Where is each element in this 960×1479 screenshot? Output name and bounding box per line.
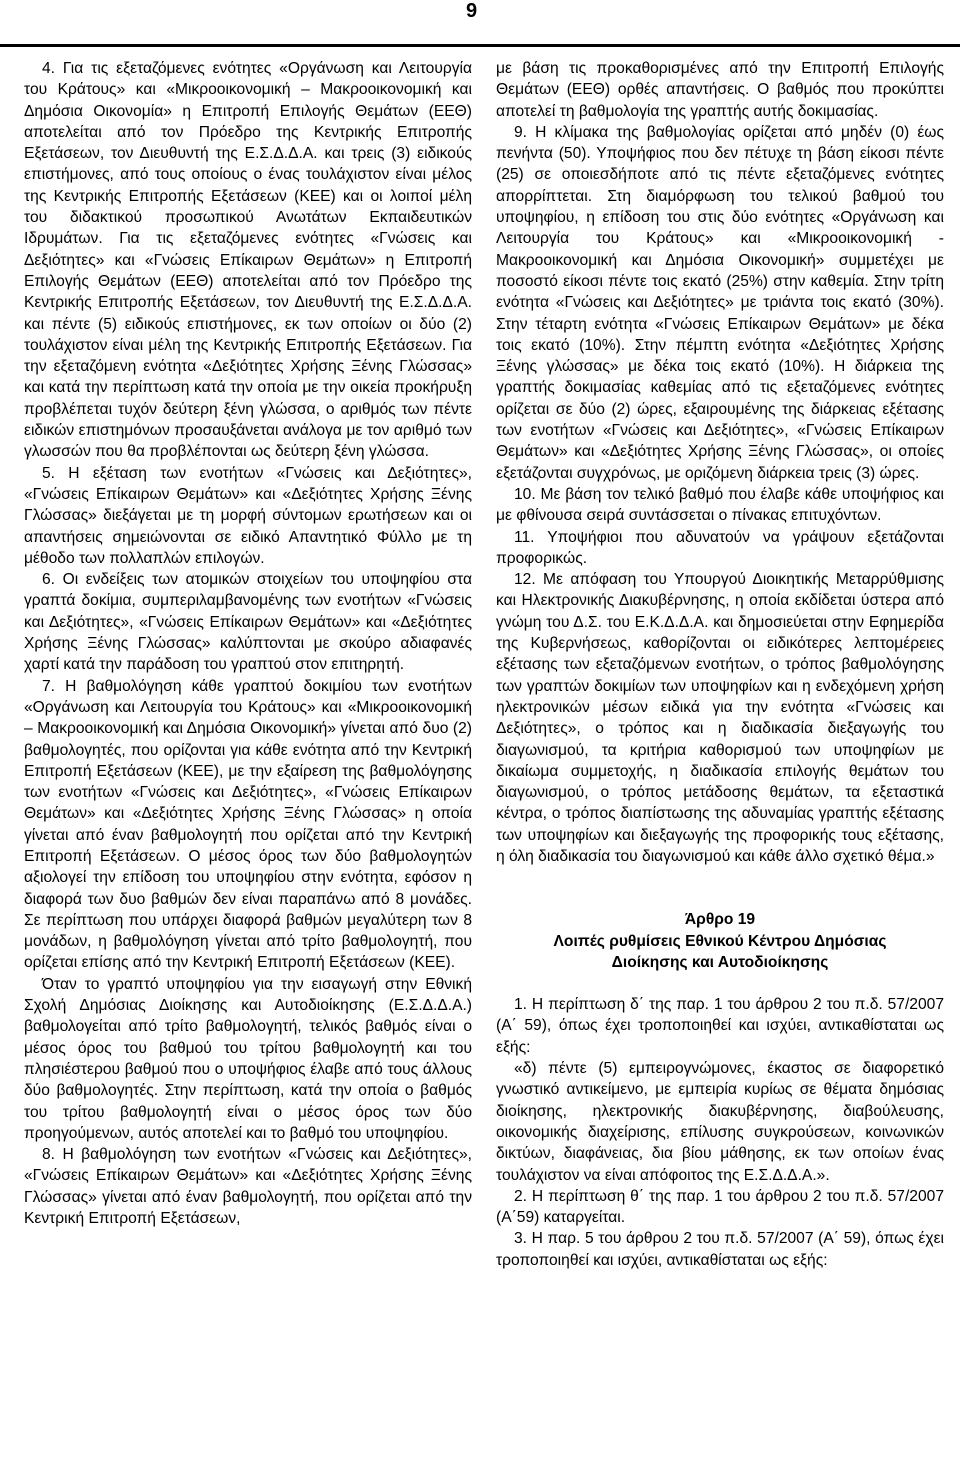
paragraph: 12. Με απόφαση του Υπουργού Διοικητικής Μεταρρύθμισης και Ηλεκτρονικής Διακυβέρνησης, η οποία εκδίδεται ύστερα από γνώμη του Δ.Σ. του Ε.Κ.Δ.Δ.Α. και δημοσιεύεται στην Εφημερίδα της Κυβερνήσεως, καθορίζονται οι ειδικότερες λεπτομέρειες εξέτασης των εξεταζόμενων ενοτήτων, ο τρόπος βαθμολόγησης των γραπτών δοκιμίων των υποψηφίων και η ενδεχόμενη χρήση ηλεκτρονικών μέσων ειδικά για την ενότητα «Γνώσεις και Δεξιότητες», ο τρόπος και η διαδικασία διεξαγωγής του διαγωνισμού, τα κριτήρια καθορισμού των υποψηφίων με δικαίωμα συμμετοχής, η διαδικασία επιλογής θεμάτων του διαγωνισμού, ο τρόπος μετάδοσης θεμάτων, τα εξεταστικά κέντρα, ο τρόπος διαπίστωσης της αδυναμίας γραπτής εξέτασης των υποψηφίων και διεξαγωγής της προφορικής τους εξέτασης, η όλη διαδικασία του διαγωνισμού και κάθε άλλο σχετικό θέμα.» [496, 571, 944, 865]
article-subtitle: Λοιπές ρυθμίσεις Εθνικού Κέντρου Δημόσιας [553, 932, 887, 950]
paragraph: 8. Η βαθμολόγηση των ενοτήτων «Γνώσεις και Δεξιότητες», «Γνώσεις Επίκαιρων Θεμάτων» και «Δεξιότητες Χρήσης Ξένης Γλώσσας» γίνεται από έναν βαθμολογητή, που ορίζεται από την Κεντρική Επιτροπή Εξετάσεων, [24, 1146, 472, 1228]
paragraph: 7. Η βαθμολόγηση κάθε γραπτού δοκιμίου των ενοτήτων «Οργάνωση και Λειτουργία του Κράτους» και «Μικροοικονομική – Μακροοικονομική και Δημόσια Οικονομική» γίνεται από δυο (2) βαθμολογητές, που ορίζονται για κάθε ενότητα από την Κεντρική Επιτροπή Εξετάσεων (ΚΕΕ), με την εξαίρεση της βαθμολόγησης των ενοτήτων «Γνώσεις και Δεξιότητες», «Γνώσεις Επίκαιρων Θεμάτων» και «Δεξιότητες Χρήσης Ξένης Γλώσσας» η οποία γίνεται από έναν βαθμολογητή που ορίζεται από την Κεντρική Επιτροπή Εξετάσεων. Ο μέσος όρος των δύο βαθμολογητών αξιολογεί την επίδοση του υποψηφίου στην ενότητα, εφόσον η διαφορά των δυο βαθμών δεν είναι παραπάνω από 8 μονάδες. Σε περίπτωση που υπάρχει διαφορά βαθμών μεγαλύτερη των 8 μονάδων, η βαθμολόγηση γίνεται από τρίτο βαθμολογητή, που ορίζεται επίσης από την Κεντρική Επιτροπή Εξετάσεων (ΚΕΕ). [24, 677, 472, 972]
paragraph: «δ) πέντε (5) εμπειρογνώμονες, έκαστος σε διαφορετικό γνωστικό αντικείμενο, με εμπειρία κυρίως σε θέματα δημόσιας διοίκησης, ηλεκτρονικής διακυβέρνησης, διαβούλευσης, οικονομικής διαχείρισης, επίλυσης συγκρούσεων, κοινωνικών δικτύων, διαφάνειας, δια βίου μάθησης, εκ των οποίων ένας τουλάχιστον να είναι απόφοιτος της Ε.Σ.Δ.Δ.Α.». [496, 1060, 944, 1184]
paragraph: 1. Η περίπτωση δ΄ της παρ. 1 του άρθρου 2 του π.δ. 57/2007 (Α΄ 59), όπως έχει τροποποιηθεί και ισχύει, αντικαθίσταται ως εξής: [496, 996, 944, 1056]
page-number: 9 [466, 0, 478, 22]
right-column [496, 58, 944, 1271]
paragraph: 5. Η εξέταση των ενοτήτων «Γνώσεις και Δεξιότητες», «Γνώσεις Επίκαιρων Θεμάτων» και «Δεξιότητες Χρήσης Ξένης Γλώσσας» διεξάγεται με τη μορφή σύντομων ερωτήσεων και οι απαντήσεις σημειώνονται σε ειδικό Απαντητικό Φύλλο με τη μέθοδο των πολλαπλών επιλογών. [24, 464, 472, 567]
article-title: Άρθρο 19 [684, 911, 756, 929]
paragraph: 2. Η περίπτωση θ΄ της παρ. 1 του άρθρου 2 του π.δ. 57/2007 (Α΄59) καταργείται. [496, 1187, 944, 1227]
paragraph: 11. Υποψήφιοι που αδυνατούν να γράψουν εξετάζονται προφορικώς. [496, 528, 944, 567]
paragraph: με βάση τις προκαθορισμένες από την Επιτροπή Επιλογής Θεμάτων (ΕΕΘ) ορθές απαντήσεις. Ο βαθμός που προκύπτει αποτελεί τη βαθμολογία της γραπτής αυτής δοκιμασίας. [496, 60, 944, 120]
article-heading [496, 909, 944, 973]
paragraph: 3. Η παρ. 5 του άρθρου 2 του π.δ. 57/2007 (Α΄ 59), όπως έχει τροποποιηθεί και ισχύει, αντικαθίσταται ως εξής: [496, 1230, 944, 1269]
article-subtitle: Διοίκησης και Αυτοδιοίκησης [611, 953, 829, 971]
paragraph: Όταν το γραπτό υποψηφίου για την εισαγωγή στην Εθνική Σχολή Δημόσιας Διοίκησης και Αυτοδιοίκησης (Ε.Σ.Δ.Δ.Α.) βαθμολογείται από τρίτο βαθμολογητή, τελικός βαθμός είναι ο μέσος όρος του βαθμού του τρίτου βαθμολογητή και του πλησιέστερου βαθμού που ο υποψήφιος έλαβε από τους άλλους δύο βαθμολογητές. Στην περίπτωση, κατά την οποία ο βαθμός του τρίτου βαθμολογητή είναι ο μέσος όρος των δύο προηγούμενων, αυτός αποτελεί και το βαθμό του υποψηφίου. [24, 975, 472, 1142]
header-rule [0, 44, 960, 47]
paragraph: 9. Η κλίμακα της βαθμολογίας ορίζεται από μηδέν (0) έως πενήντα (50). Υποψήφιος που δεν πέτυχε τη βάση είκοσι πέντε (25) σε οποιεσδήποτε από τις πέντε εξεταζόμενες ενότητες απορρίπτεται. Στη διαμόρφωση του τελικού βαθμού του υποψηφίου, η επίδοση του στις δύο ενότητες «Οργάνωση και Λειτουργία του Κράτους» και «Μικροοικονομική - Μακροοικονομική και Δημόσια Οικονομική» συμμετέχει με ποσοστό είκοσι πέντε τοις εκατό (25%) στην καθεμία. Στην τρίτη ενότητα «Γνώσεις και Δεξιότητες» με τριάντα τοις εκατό (30%). Στην τέταρτη ενότητα «Γνώσεις Επίκαιρων Θεμάτων» με δέκα τοις εκατό (10%). Στην πέμπτη ενότητα «Δεξιότητες Χρήσης Ξένης γλώσσας» με δέκα τοις εκατό (10%). Η διάρκεια της γραπτής δοκιμασίας καθεμίας από τις εξεταζόμενες ενότητες ορίζεται σε δύο (2) ώρες, εξαιρουμένης της διάρκειας εξέτασης των ενοτήτων «Γνώσεις και Δεξιότητες», «Γνώσεις Επίκαιρων Θεμάτων» και «Δεξιότητες Χρήσης Ξένης Γλώσσας», οι οποίες εξετάζονται συγχρόνως, με οριζόμενη διάρκεια τρεις (3) ώρες. [496, 123, 944, 482]
left-column [24, 58, 472, 1229]
paragraph: 6. Οι ενδείξεις των ατομικών στοιχείων του υποψηφίου στα γραπτά δοκίμια, συμπεριλαμβανομένης των ενοτήτων «Γνώσεις και Δεξιότητες», «Γνώσεις Επίκαιρων Θεμάτων» και «Δεξιότητες Χρήσης Ξένης Γλώσσας» καλύπτονται με σκούρο αδιαφανές χαρτί κατά την παράδοση του γραπτού στον επιτηρητή. [24, 571, 472, 674]
paragraph: 4. Για τις εξεταζόμενες ενότητες «Οργάνωση και Λειτουργία του Κράτους» και «Μικροοικονομική – Μακροοικονομική και Δημόσια Οικονομία» η Επιτροπή Επιλογής Θεμάτων (ΕΕΘ) αποτελείται από τον Πρόεδρο της Κεντρικής Επιτροπής Εξετάσεων, τον Διευθυντή της Ε.Σ.Δ.Δ.Α. και τρεις (3) ειδικούς επιστήμονες, από τους οποίους ο ένας τουλάχιστον είναι μέλος της Κεντρικής Επιτροπής Εξετάσεων (ΚΕΕ) και οι λοιποί μέλη του διδακτικού προσωπικού Ανωτάτων Εκπαιδευτικών Ιδρυμάτων. Για τις εξεταζόμενες ενότητες «Γνώσεις και Δεξιότητες» και «Γνώσεις Επίκαιρων Θεμάτων» η Επιτροπή Επιλογής Θεμάτων (ΕΕΘ) αποτελείται από τον Πρόεδρο της Κεντρικής Επιτροπής Εξετάσεων, τον Διευθυντή της Ε.Σ.Δ.Δ.Α. και πέντε (5) ειδικούς επιστήμονες, εκ των οποίων οι δύο (2) τουλάχιστον είναι μέλη της Κεντρικής Επιτροπής Εξετάσεων. Για την εξεταζόμενη ενότητα «Δεξιότητες Χρήσης Ξένης Γλώσσας» και κατά την περίπτωση κατά την οποία με την οικεία προκήρυξη προβλέπεται τυχόν δεύτερη ξένη γλώσσα, ο αριθμός των πέντε ειδικών επιστημόνων προσαυξάνεται ανάλογα με τον αριθμό των γλωσσών που θα προβλέπονται ως δεύτερη ξένη γλώσσα. [24, 60, 472, 461]
paragraph: 10. Με βάση τον τελικό βαθμό που έλαβε κάθε υποψήφιος και με φθίνουσα σειρά συντάσσεται ο πίνακας επιτυχόντων. [496, 485, 944, 525]
